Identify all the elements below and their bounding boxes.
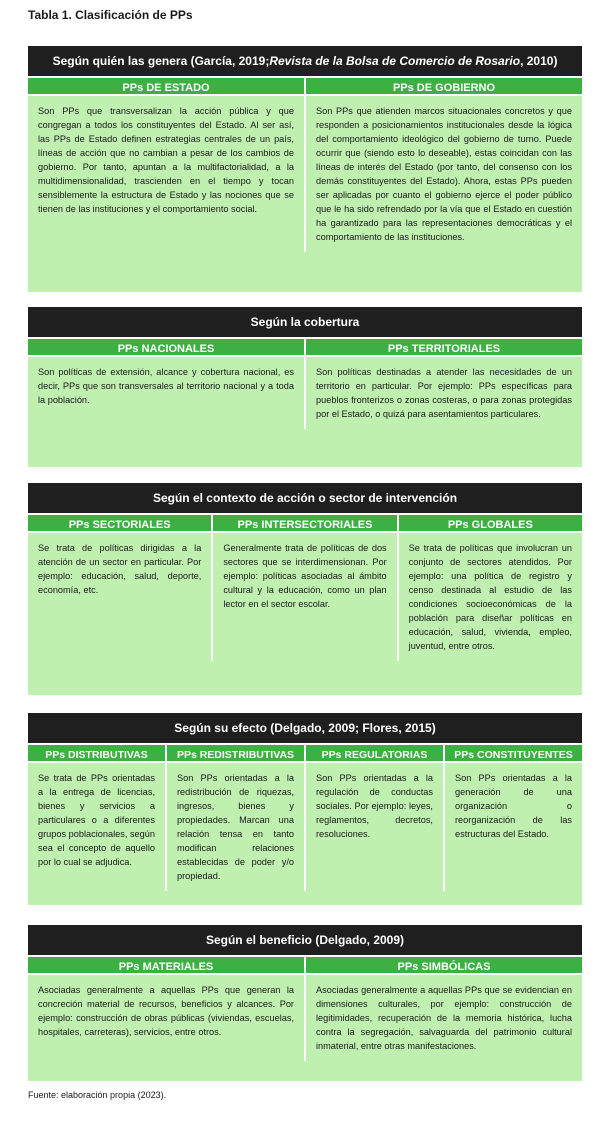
column-distributivas (28, 743, 165, 891)
section-efecto (28, 713, 582, 905)
column-header: PPs CONSTITUYENTES (445, 743, 582, 763)
column-body: Son PPs que atienden marcos situacionales concretos y que responden a posicionamientos institucionales desde la lógica del comportamiento ideológico del gobierno de turno. Puede ocurrir que (siendo esto lo deseable), estas coincidan con las líneas de interés del Estado (por tanto, del consenso con los demás constituyentes del Estado). Ahora, estas PPs pueden ser aplicadas por cuanto el gobierno ejerce el poder público que le ha sido refrendado por la vía que el Estado en cuestión ha garantizado para las representaciones democráticas y el comportamiento de las instituciones. (316, 106, 572, 242)
column-header: PPs GLOBALES (399, 513, 582, 533)
section-title-prefix: Según quién las genera (García, 2019; (52, 54, 270, 68)
column-sectoriales (28, 513, 211, 661)
column-header: PPs MATERIALES (28, 955, 304, 975)
section-contexto (28, 483, 582, 695)
section-header: Según su efecto (Delgado, 2009; Flores, 2015) (28, 713, 582, 743)
column-body: Se trata de políticas que involucran un conjunto de sectores atendidos. Por ejemplo: una política de registro y censo destinada al estudio de las condiciones socioeconómicas de la población para diseñar políticas en educación, salud, vivienda, empleo, juventud, entre otros. (408, 543, 572, 651)
column-body: Generalmente trata de políticas de dos sectores que se interdimensionan. Por ejemplo: políticas asociadas al ámbito cultural y la educación, como un plan lector en el sector escolar. (223, 543, 387, 609)
column-estado (28, 76, 304, 252)
section-columns (28, 337, 582, 429)
column-body: Son PPs orientadas a la regulación de conductas sociales. Por ejemplo: leyes, reglamentos, decretos, resoluciones. (316, 773, 433, 839)
column-header: PPs NACIONALES (28, 337, 304, 357)
source-note: Fuente: elaboración propia (2023). (28, 1090, 167, 1100)
column-header: PPs REGULATORIAS (306, 743, 443, 763)
column-intersectoriales (211, 513, 396, 661)
column-header: PPs REDISTRIBUTIVAS (167, 743, 304, 763)
section-header: Según el beneficio (Delgado, 2009) (28, 925, 582, 955)
column-body: Asociadas generalmente a aquellas PPs que se evidencian en dimensiones culturales, por ejemplo: construcción de legitimidades, recuperación de la memoria histórica, lucha contra la segregación, salvaguarda del patrimonio cultural inmaterial, entre otras manifestaciones. (316, 985, 572, 1051)
section-columns (28, 743, 582, 891)
column-gobierno (304, 76, 582, 252)
section-header: Según el contexto de acción o sector de intervención (28, 483, 582, 513)
column-header: PPs INTERSECTORIALES (213, 513, 396, 533)
column-body: Son políticas de extensión, alcance y cobertura nacional, es decir, PPs que son transversales al territorio nacional y a toda la población. (38, 367, 294, 405)
column-simbolicas (304, 955, 582, 1061)
column-header: PPs SIMBÓLICAS (306, 955, 582, 975)
section-header: Según la cobertura (28, 307, 582, 337)
column-materiales (28, 955, 304, 1061)
column-territoriales (304, 337, 582, 429)
column-header: PPs DISTRIBUTIVAS (28, 743, 165, 763)
section-quien-genera (28, 46, 582, 292)
column-body: Son PPs que transversalizan la acción pública y que congregan a todos los constituyentes del Estado. Al ser así, las PPs de Estado definen estrategias centrales de un país, líneas de acción que no cambian a pesar de los cambios de gobierno. Por tanto, apuntan a la multifactorialidad, a la multidimensionalidad, trascienden en el tiempo y tocan sensiblemente la estructura de Estado y las nociones que se tienen de las instituciones y el comportamiento social. (38, 106, 294, 214)
table-caption: Tabla 1. Clasificación de PPs (28, 8, 193, 22)
column-body: Se trata de políticas dirigidas a la atención de un sector en particular. Por ejemplo: educación, salud, deporte, economía, etc. (38, 543, 202, 595)
column-constituyentes (443, 743, 582, 891)
column-header: PPs SECTORIALES (28, 513, 211, 533)
section-cobertura (28, 307, 582, 467)
column-body: Se trata de PPs orientadas a la entrega de licencias, bienes y servicios a particulares o a diferentes grupos poblacionales, según sea el concepto de aquello por lo cual se adjudica. (38, 773, 155, 867)
column-body: Son políticas destinadas a atender las necesidades de un territorio en particular. Por ejemplo: PPs específicas para pueblos fronterizos o zonas costeras, o para zonas protegidas por el Estado, o quizá para asentamientos particulares. (316, 367, 572, 419)
column-regulatorias (304, 743, 443, 891)
column-nacionales (28, 337, 304, 429)
column-body: Son PPs orientadas a la generación de una organización o reorganización de las estructuras del Estado. (455, 773, 572, 839)
column-body: Son PPs orientadas a la redistribución de riquezas, ingresos, bienes y propiedades. Marcan una relación tensa en tanto modifican relaciones establecidas de poder y/o propiedad. (177, 773, 294, 881)
column-header: PPs DE ESTADO (28, 76, 304, 96)
section-header (28, 46, 582, 76)
column-header: PPs TERRITORIALES (306, 337, 582, 357)
section-title-italic: Revista de la Bolsa de Comercio de Rosario (269, 54, 521, 68)
section-columns (28, 76, 582, 252)
column-header: PPs DE GOBIERNO (306, 76, 582, 96)
section-columns (28, 513, 582, 661)
column-body: Asociadas generalmente a aquellas PPs que generan la concreción material de recursos, beneficios y alcances. Por ejemplo: construcción de obras públicas (viviendas, escuelas, hospitales, carreteras), servicios, entre otros. (38, 985, 294, 1037)
column-globales (397, 513, 582, 661)
column-redistributivas (165, 743, 304, 891)
section-title-suffix: , 2010) (520, 54, 558, 68)
section-columns (28, 955, 582, 1061)
section-beneficio (28, 925, 582, 1081)
